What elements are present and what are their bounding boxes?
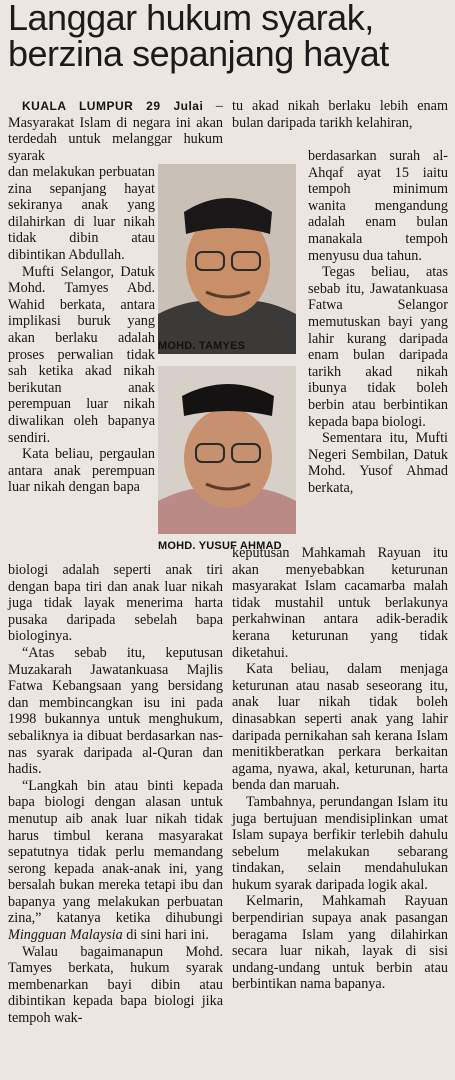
- photo-caption: MOHD. TAMYES: [158, 340, 246, 352]
- headline-line-2: berzina sepanjang hayat: [8, 33, 389, 74]
- lead-paragraph: – Masyarakat Islam di negara ini akan terdedah untuk melanggar hukum syarak: [8, 98, 224, 164]
- portrait-photo-yusuf: [158, 366, 296, 534]
- col2-narrow-block: [308, 148, 448, 496]
- paragraph: Mufti Selangor, Datuk Mohd. Tamyes Abd. Wahid berkata, antara implikasi buruk yang akan berlaku adalah proses perwalian tidak sah ketika akad nikah berikutan anak perempuan luar nikah diwalikan oleh bapanya sendiri.: [8, 263, 155, 446]
- paragraph: “Langkah bin atau binti kepada bapa biologi dengan alasan untuk menutup aib anak luar nikah tidak harus timbul kerana masyarakat sepatutnya tidak perlu memandang serong kepada anak-anak ini, yang bersalah bukan mereka tetapi ibu dan bapanya yang melakukan perbuatan zina,” katanya ketika dihubungi Mingguan Malaysia di sini hari ini.: [8, 777, 223, 944]
- paragraph: dan melakukan perbuatan zina sepanjang hayat sekiranya anak yang dilahirkan di luar nikah tidak dibin atau dibintikan Abdullah.: [8, 164, 155, 263]
- paragraph: Kata beliau, dalam menjaga keturunan atau nasab seseorang itu, anak luar nikah tidak boleh dinasabkan seperti anak yang lahir daripada pernikahan sah kerana Islam menitikberatkan perkara berkaitan agama, nyawa, akal, keturunan, harta benda dan maruah.: [232, 661, 448, 794]
- paragraph: keputusan Mahkamah Rayuan itu akan menyebabkan keturunan masyarakat Islam cacamarba malah tidak mustahil untuk berlakunya perkahwinan antara adik-beradik kerana keturunan yang tidak diketahui.: [232, 545, 448, 661]
- headline: [8, 0, 448, 72]
- paragraph: Tambahnya, perundangan Islam itu juga bertujuan mendisiplinkan umat Islam supaya berfikir terlebih dahulu sebelum melakukan sebarang tindakan, selain mendahulukan hukum syarak daripada logik akal.: [232, 793, 448, 893]
- paragraph: “Atas sebab itu, keputusan Muzakarah Jawatankuasa Majlis Fatwa Kebangsaan yang bersidang dan membincangkan isu ini pada 1998 bukannya untuk menghukum, sebaliknya ia dibuat berdasarkan nas-nas syarak daripada al-Quran dan hadis.: [8, 644, 223, 778]
- col1-wide-block: [8, 562, 223, 1027]
- paragraph: Tegas beliau, atas sebab itu, Jawatankuasa Fatwa Selangor memutuskan bayi yang lahir kurang daripada enam bulan daripada tarikh akad nikah ibunya tidak boleh berbin atau berbintikan kepada bapa biologi.: [308, 264, 448, 430]
- portrait-photo-tamyes: [158, 164, 296, 354]
- paragraph: biologi adalah seperti anak tiri dengan bapa tiri dan anak luar nikah juga tidak layak menerima harta pusaka daripada sebelah bapa biologinya.: [8, 562, 223, 645]
- dateline: KUALA LUMPUR 29 Julai: [22, 99, 204, 113]
- col1-lead-block: [8, 98, 223, 164]
- paragraph: Kata beliau, pergaulan antara anak perempuan luar nikah dengan bapa: [8, 446, 155, 496]
- paragraph: Sementara itu, Mufti Negeri Sembilan, Datuk Mohd. Yusof Ahmad berkata,: [308, 430, 448, 496]
- paragraph: tu akad nikah berlaku lebih enam bulan daripada tarikh kelahiran,: [232, 98, 448, 131]
- headline-line-1: Langgar hukum syarak,: [8, 0, 374, 38]
- paragraph: berdasarkan surah al-Ahqaf ayat 15 iaitu tempoh minimum wanita mengandung adalah enam bulan manakala tempoh menyusu dua tahun.: [308, 148, 448, 264]
- photo-caption: MOHD. YUSUF AHMAD: [158, 540, 282, 552]
- portrait-illustration: [158, 164, 296, 354]
- paragraph: Kelmarin, Mahkamah Rayuan berpendirian supaya anak pasangan beragama Islam yang dilahirkan secara luar nikah, layak di sisi undang-undang untuk berbin atau berbintikan nama bapanya.: [232, 893, 448, 993]
- col2-top-block: [232, 98, 448, 131]
- paragraph: Walau bagaimanapun Mohd. Tamyes berkata, hukum syarak membenarkan bayi dibin atau dibintikan kepada bapa biologi jika tempoh wak-: [8, 943, 223, 1027]
- col1-narrow-block: [8, 164, 155, 496]
- publication-name: Mingguan Malaysia: [8, 927, 123, 944]
- col2-wide-block: [232, 545, 448, 993]
- portrait-illustration: [158, 366, 296, 534]
